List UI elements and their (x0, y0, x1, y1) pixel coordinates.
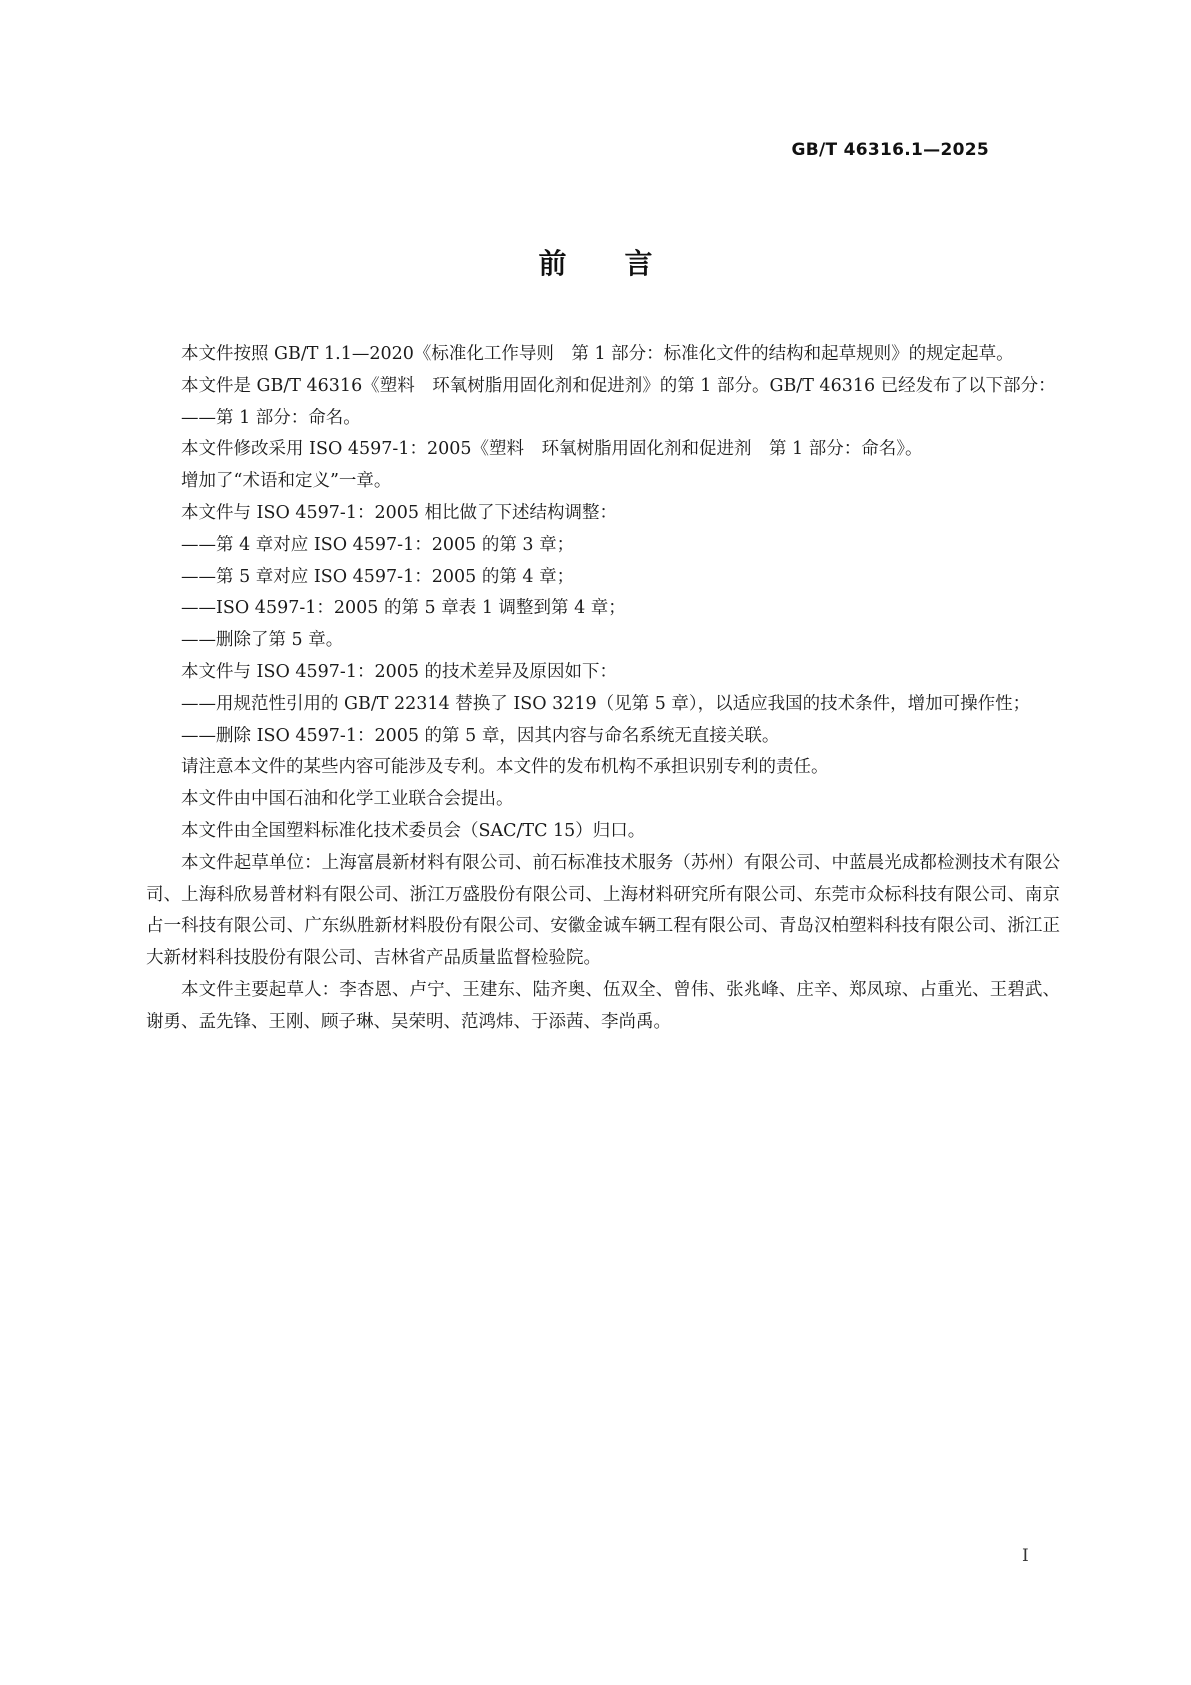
paragraph-series-intro: 本文件是 GB/T 46316《塑料 环氧树脂用固化剂和促进剂》的第 1 部分。GB/T 46316 已经发布了以下部分： (181, 375, 1056, 396)
list-item-structure-change: ——ISO 4597-1：2005 的第 5 章表 1 调整到第 4 章； (181, 598, 626, 619)
paragraph-principal-drafters: 本文件主要起草人：李杏恩、卢宁、王建东、陆齐奥、伍双全、曾伟、张兆峰、庄辛、郑凤琼、占重光、王碧武、谢勇、孟先锋、王刚、顾子琳、吴荣明、范鸿炜、于添茜、李尚禹。 (146, 979, 1060, 1032)
paragraph-structure-changes: 本文件与 ISO 4597-1：2005 相比做了下述结构调整： (181, 502, 618, 523)
document-code: GB/T 46316.1—2025 (791, 140, 989, 160)
paragraph-modified-adoption: 本文件修改采用 ISO 4597-1：2005《塑料 环氧树脂用固化剂和促进剂 第 1 部分：命名》。 (181, 439, 923, 460)
list-item-part-1: ——第 1 部分：命名。 (181, 407, 361, 428)
paragraph-patent-notice: 请注意本文件的某些内容可能涉及专利。本文件的发布机构不承担识别专利的责任。 (181, 757, 829, 778)
list-item-structure-change: ——第 4 章对应 ISO 4597-1：2005 的第 3 章； (181, 534, 575, 555)
list-item-structure-change: ——删除了第 5 章。 (181, 630, 344, 651)
page-number: I (1022, 1546, 1029, 1566)
paragraph-technical-differences: 本文件与 ISO 4597-1：2005 的技术差异及原因如下： (181, 661, 618, 682)
paragraph-administered-by: 本文件由全国塑料标准化技术委员会（SAC/TC 15）归口。 (181, 820, 646, 841)
paragraph-drafting-rules: 本文件按照 GB/T 1.1—2020《标准化工作导则 第 1 部分：标准化文件的结构和起草规则》的规定起草。 (181, 344, 1014, 364)
paragraph-added-chapter: 增加了“术语和定义”一章。 (181, 471, 392, 492)
list-item-technical-difference: ——用规范性引用的 GB/T 22314 替换了 ISO 3219（见第 5 章），以适应我国的技术条件，增加可操作性； (181, 693, 1031, 714)
list-item-technical-difference: ——删除 ISO 4597-1：2005 的第 5 章，因其内容与命名系统无直接关联。 (181, 725, 780, 746)
list-item-structure-change: ——第 5 章对应 ISO 4597-1：2005 的第 4 章； (181, 566, 575, 587)
page-title: 前言 (538, 247, 711, 280)
foreword-body (146, 339, 1060, 1039)
paragraph-proposed-by: 本文件由中国石油和化学工业联合会提出。 (181, 789, 514, 810)
paragraph-drafting-organizations: 本文件起草单位：上海富晨新材料有限公司、前石标准技术服务（苏州）有限公司、中蓝晨光成都检测技术有限公司、上海科欣易普材料有限公司、浙江万盛股份有限公司、上海材料研究所有限公司、东莞市众标科技有限公司、南京占一科技有限公司、广东纵胜新材料股份有限公司、安徽金诚车辆工程有限公司、青岛汉柏塑料科技有限公司、浙江正大新材料科技股份有限公司、吉林省产品质量监督检验院。 (146, 852, 1060, 969)
